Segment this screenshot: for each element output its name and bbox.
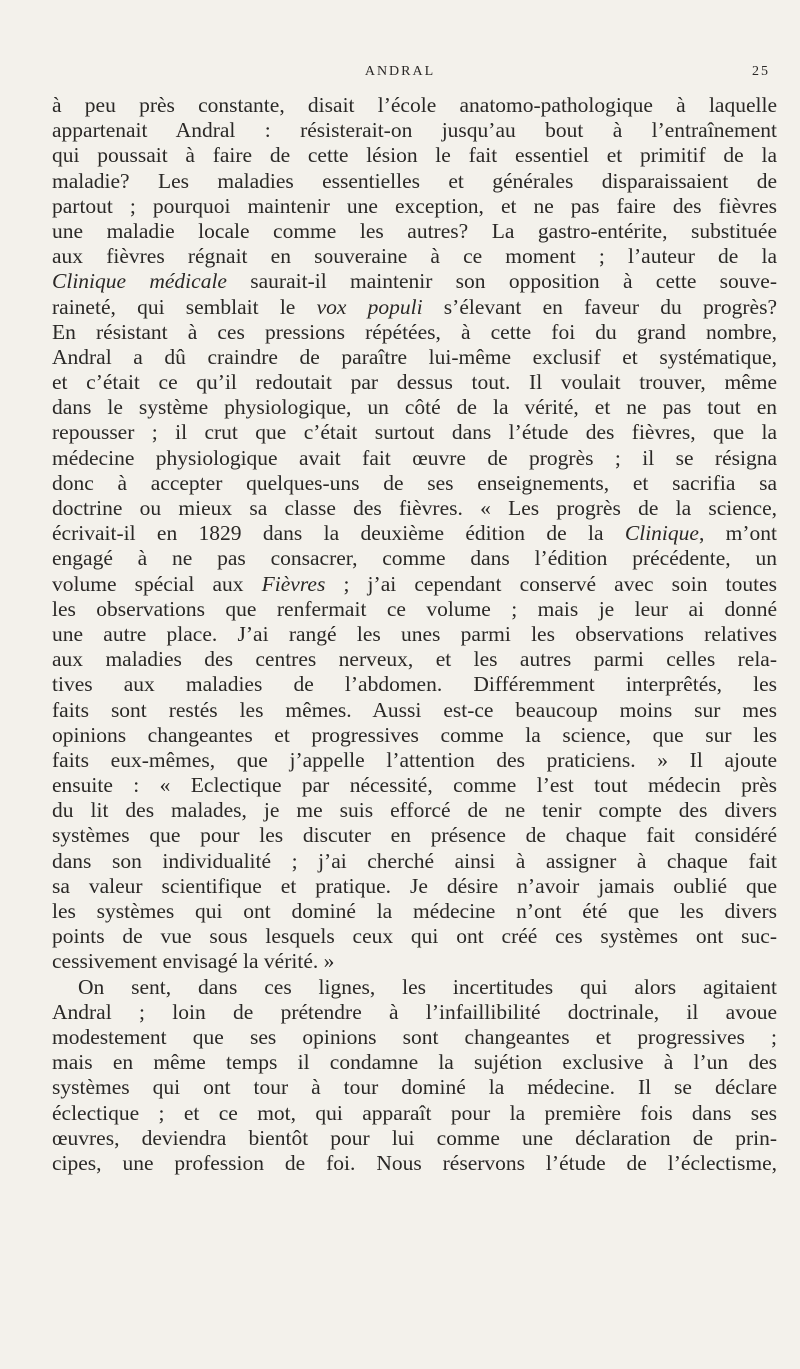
running-head bbox=[0, 64, 800, 88]
text-line: repousser ; il crut que c’était surtout dans l’étude des fièvres, que la bbox=[52, 420, 777, 445]
text-line: cipes, une profession de foi. Nous réservons l’étude de l’éclectisme, bbox=[52, 1150, 777, 1175]
text-line: éclectique ; et ce mot, qui apparaît pour la première fois dans ses bbox=[52, 1100, 777, 1125]
italic-title: Clinique bbox=[624, 521, 699, 546]
text-line: On sent, dans ces lignes, les incertitudes qui alors agitaient bbox=[78, 974, 777, 999]
text-line bbox=[52, 572, 777, 597]
text-line: aux fièvres régnait en souveraine à ce moment ; l’auteur de la bbox=[52, 244, 777, 269]
body-text bbox=[52, 93, 777, 1176]
text-line: œuvres, deviendra bientôt pour lui comme une déclaration de prin- bbox=[52, 1125, 777, 1150]
text-segment: s’élevant en faveur du progrès? bbox=[422, 294, 777, 319]
text-line: engagé à ne pas consacrer, comme dans l’édition précédente, un bbox=[52, 546, 777, 571]
text-line: médecine physiologique avait fait œuvre de progrès ; il se résigna bbox=[52, 445, 777, 470]
text-line: faits eux-mêmes, que j’appelle l’attention des praticiens. » Il ajoute bbox=[52, 747, 777, 772]
text-line: aux maladies des centres nerveux, et les autres parmi celles rela- bbox=[52, 647, 777, 672]
text-line: modestement que ses opinions sont changeantes et progressives ; bbox=[52, 1024, 777, 1049]
italic-title: Clinique médicale bbox=[52, 269, 227, 294]
running-title: ANDRAL bbox=[364, 64, 436, 79]
text-segment: raineté, qui semblait le bbox=[52, 294, 317, 319]
text-line: ensuite : « Eclectique par nécessité, comme l’est tout médecin près bbox=[52, 773, 777, 798]
text-line bbox=[52, 521, 777, 546]
text-line: appartenait Andral : résisterait-on jusqu’au bout à l’entraînement bbox=[52, 118, 777, 143]
text-line: et c’était ce qu’il redoutait par dessus tout. Il voulait trouver, même bbox=[52, 370, 777, 395]
text-line: systèmes qui ont tour à tour dominé la médecine. Il se déclare bbox=[52, 1075, 777, 1100]
text-segment: écrivait-il en 1829 dans la deuxième édition de la bbox=[52, 521, 625, 546]
text-line: cessivement envisagé la vérité. » bbox=[52, 949, 335, 974]
text-line: une maladie locale comme les autres? La gastro-entérite, substituée bbox=[52, 218, 777, 243]
text-line: mais en même temps il condamne la sujétion exclusive à l’un des bbox=[52, 1050, 777, 1075]
text-line: partout ; pourquoi maintenir une exception, et ne pas faire des fièvres bbox=[52, 193, 777, 218]
text-line: qui poussait à faire de cette lésion le fait essentiel et primitif de la bbox=[52, 143, 777, 168]
text-line: faits sont restés les mêmes. Aussi est-ce beaucoup moins sur mes bbox=[52, 697, 777, 722]
text-line: une autre place. J’ai rangé les unes parmi les observations relatives bbox=[52, 621, 777, 646]
text-segment: saurait-il maintenir son opposition à cette souve- bbox=[226, 269, 777, 294]
text-line: donc à accepter quelques-uns de ses enseignements, et sacrifia sa bbox=[52, 470, 777, 495]
text-line: du lit des malades, je me suis efforcé de ne tenir compte des divers bbox=[52, 798, 777, 823]
text-line: Andral a dû craindre de paraître lui-même exclusif et systématique, bbox=[52, 344, 777, 369]
text-segment: ; j’ai cependant conservé avec soin toutes bbox=[325, 571, 777, 596]
italic-title: vox populi bbox=[316, 294, 423, 319]
text-line bbox=[52, 269, 777, 294]
text-line: les observations que renfermait ce volume ; mais je leur ai donné bbox=[52, 596, 777, 621]
text-line: à peu près constante, disait l’école anatomo-pathologique à laquelle bbox=[52, 93, 777, 117]
text-line: opinions changeantes et progressives comme la science, que sur les bbox=[52, 722, 777, 747]
text-line: En résistant à ces pressions répétées, à cette foi du grand nombre, bbox=[52, 319, 777, 344]
text-line: Andral ; loin de prétendre à l’infaillibilité doctrinale, il avoue bbox=[52, 999, 777, 1024]
text-segment: volume spécial aux bbox=[52, 571, 262, 596]
text-line: tives aux maladies de l’abdomen. Différemment interprêtés, les bbox=[52, 672, 777, 697]
text-line: dans son individualité ; j’ai cherché ainsi à assigner à chaque fait bbox=[52, 848, 777, 873]
text-line: systèmes que pour les discuter en présence de chaque fait considéré bbox=[52, 823, 777, 848]
text-segment: , m’ont bbox=[698, 521, 777, 546]
italic-title: Fièvres bbox=[261, 571, 326, 596]
text-line: maladie? Les maladies essentielles et générales disparaissaient de bbox=[52, 168, 777, 193]
text-line: points de vue sous lesquels ceux qui ont créé ces systèmes ont suc- bbox=[52, 924, 777, 949]
text-line bbox=[52, 295, 777, 320]
text-line: dans le système physiologique, un côté de la vérité, et ne pas tout en bbox=[52, 395, 777, 420]
text-line: sa valeur scientifique et pratique. Je désire n’avoir jamais oublié que bbox=[52, 873, 777, 898]
page-number: 25 bbox=[752, 64, 770, 79]
text-line: doctrine ou mieux sa classe des fièvres. « Les progrès de la science, bbox=[52, 496, 777, 520]
text-line: les systèmes qui ont dominé la médecine n’ont été que les divers bbox=[52, 899, 777, 923]
